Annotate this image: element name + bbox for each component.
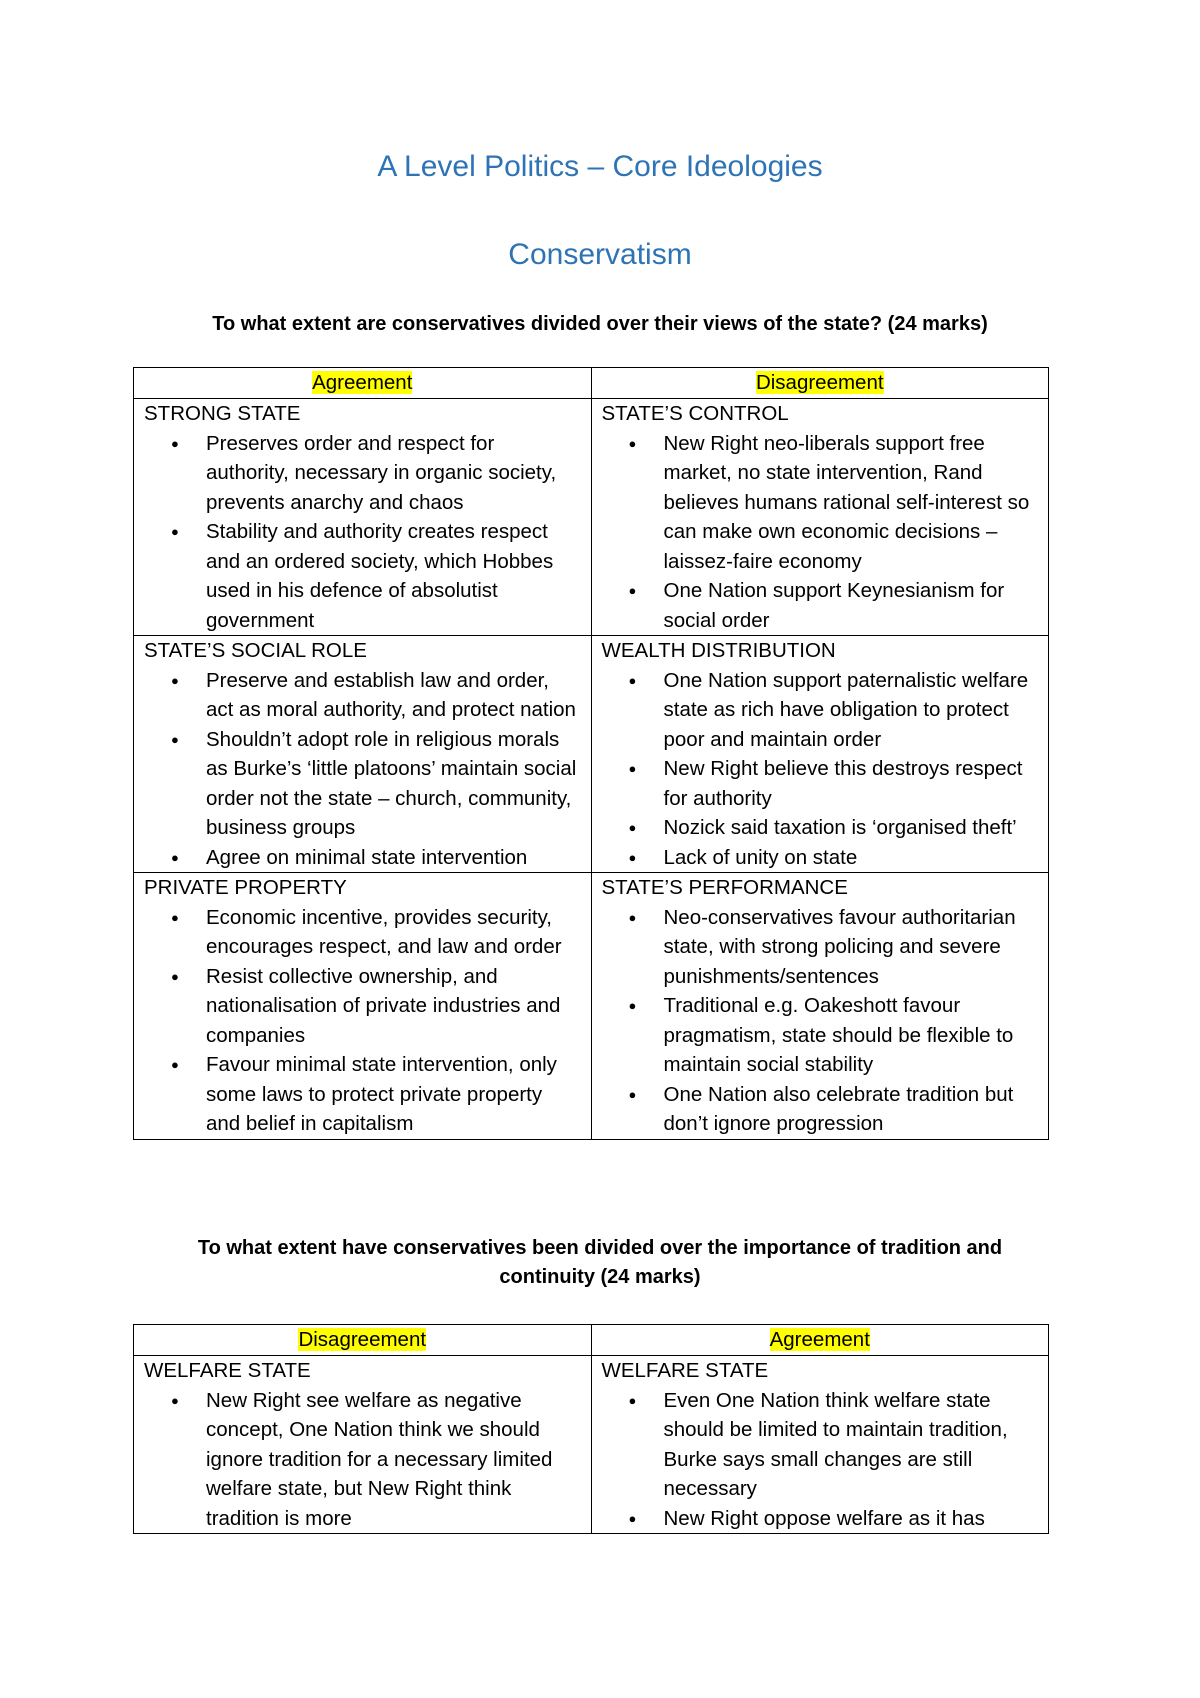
- agreement-header: Agreement: [312, 371, 413, 394]
- header-cell-left: [134, 1325, 592, 1356]
- header-cell-left: [134, 368, 592, 399]
- bullet-point: ● Economic incentive, provides security, encourages respect, and law and order: [206, 903, 581, 962]
- cell-heading: STATE’S SOCIAL ROLE: [144, 639, 367, 662]
- table-row: [134, 399, 1049, 636]
- table-cell: [134, 1356, 592, 1534]
- bullet-point: ● New Right oppose welfare as it has: [664, 1504, 1039, 1534]
- bullet-point: ● One Nation support Keynesianism for social order: [664, 576, 1039, 635]
- bullet-point: ● Resist collective ownership, and nationalisation of private industries and companies: [206, 962, 581, 1051]
- table-row: [134, 873, 1049, 1140]
- state-views-table: [133, 367, 1049, 1140]
- table-cell: [591, 873, 1049, 1140]
- bullet-point: ● Even One Nation think welfare state should be limited to maintain tradition, Burke says small changes are still necessary: [664, 1386, 1039, 1504]
- cell-heading: WEALTH DISTRIBUTION: [601, 639, 836, 662]
- bullet-point: ● New Right neo-liberals support free market, no state intervention, Rand believes humans rational self-interest so can make own economic decisions – laissez-faire economy: [664, 429, 1039, 577]
- bullet-list: [602, 666, 1039, 873]
- bullet-list: [144, 1386, 581, 1534]
- bullet-point: ● Lack of unity on state: [664, 843, 1039, 873]
- question-1: To what extent are conservatives divided over their views of the state? (24 marks): [212, 313, 988, 335]
- table-row: [134, 1356, 1049, 1534]
- bullet-point: ● Preserves order and respect for authority, necessary in organic society, prevents anarchy and chaos: [206, 429, 581, 518]
- disagreement-header: Disagreement: [298, 1328, 427, 1351]
- header-row: [134, 1325, 1049, 1356]
- bullet-list: [144, 429, 581, 636]
- bullet-list: [144, 903, 581, 1139]
- bullet-point: ● Neo-conservatives favour authoritarian state, with strong policing and severe punishments/sentences: [664, 903, 1039, 992]
- disagreement-header: Disagreement: [755, 371, 884, 394]
- bullet-point: ● One Nation also celebrate tradition but don’t ignore progression: [664, 1080, 1039, 1139]
- cell-heading: PRIVATE PROPERTY: [144, 876, 347, 899]
- cell-heading: STRONG STATE: [144, 402, 301, 425]
- bullet-point: ● New Right see welfare as negative concept, One Nation think we should ignore tradition for a necessary limited welfare state, but New Right think tradition is more: [206, 1386, 581, 1534]
- bullet-point: ● Traditional e.g. Oakeshott favour pragmatism, state should be flexible to maintain social stability: [664, 991, 1039, 1080]
- table-cell: [134, 873, 592, 1140]
- cell-heading: STATE’S CONTROL: [601, 402, 789, 425]
- header-cell-right: [591, 1325, 1049, 1356]
- table-cell: [134, 636, 592, 873]
- cell-heading: STATE’S PERFORMANCE: [601, 876, 848, 899]
- header-row: [134, 368, 1049, 399]
- table-cell: [591, 1356, 1049, 1534]
- header-cell-right: [591, 368, 1049, 399]
- cell-heading: WELFARE STATE: [144, 1359, 311, 1382]
- agreement-header: Agreement: [769, 1328, 870, 1351]
- bullet-point: ● Stability and authority creates respect and an ordered society, which Hobbes used in his defence of absolutist government: [206, 517, 581, 635]
- question-2: To what extent have conservatives been divided over the importance of tradition and continuity (24 marks): [197, 1237, 1003, 1288]
- bullet-list: [602, 429, 1039, 636]
- tradition-table: [133, 1324, 1049, 1534]
- table-row: [134, 636, 1049, 873]
- table-cell: [134, 399, 592, 636]
- bullet-list: [144, 666, 581, 873]
- bullet-point: ● Agree on minimal state intervention: [206, 843, 581, 873]
- bullet-point: ● Shouldn’t adopt role in religious morals as Burke’s ‘little platoons’ maintain social order not the state – church, community, business groups: [206, 725, 581, 843]
- bullet-list: [602, 903, 1039, 1139]
- bullet-list: [602, 1386, 1039, 1534]
- bullet-point: ● One Nation support paternalistic welfare state as rich have obligation to protect poor and maintain order: [664, 666, 1039, 755]
- cell-heading: WELFARE STATE: [601, 1359, 769, 1382]
- bullet-point: ● Favour minimal state intervention, only some laws to protect private property and belief in capitalism: [206, 1050, 581, 1139]
- bullet-point: ● New Right believe this destroys respect for authority: [664, 754, 1039, 813]
- table-cell: [591, 399, 1049, 636]
- table-cell: [591, 636, 1049, 873]
- page-title: A Level Politics – Core Ideologies: [377, 150, 823, 183]
- bullet-point: ● Nozick said taxation is ‘organised theft’: [664, 813, 1039, 843]
- page-subtitle: Conservatism: [508, 238, 692, 271]
- bullet-point: ● Preserve and establish law and order, act as moral authority, and protect nation: [206, 666, 581, 725]
